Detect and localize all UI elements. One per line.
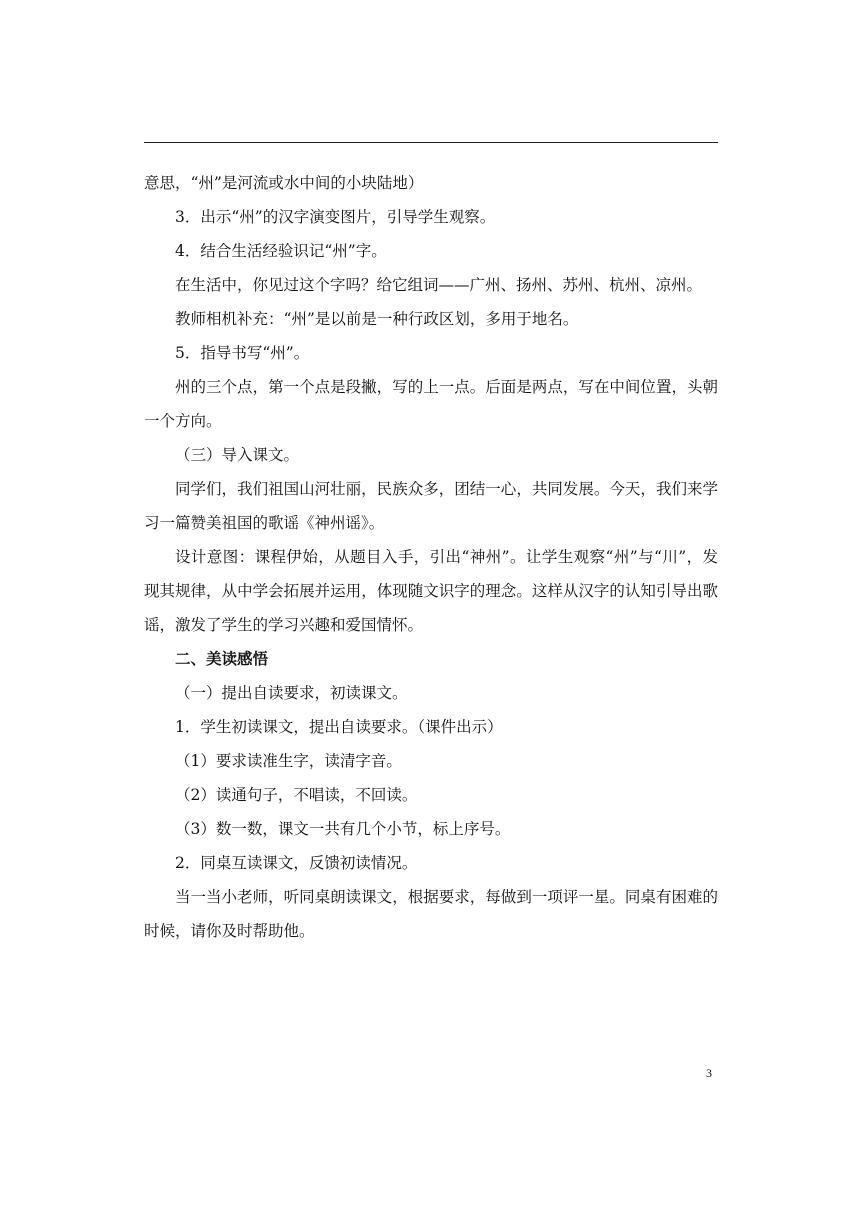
section-heading: 二、美读感悟 [175, 649, 269, 668]
paragraph: 州的三个点，第一个点是段撇，写的上一点。后面是两点，写在中间位置，头朝一个方向。 [144, 378, 718, 430]
paragraph: 4．结合生活经验识记“州”字。 [175, 242, 387, 260]
paragraph: （一）提出自读要求，初读课文。 [175, 684, 408, 702]
paragraph: 同学们，我们祖国山河壮丽，民族众多，团结一心，共同发展。今天，我们来学习一篇赞美祖国的歌谣《神州谣》。 [144, 480, 718, 532]
paragraph: 当一当小老师，听同桌朗读课文，根据要求，每做到一项评一星。同桌有困难的时候，请你及时帮助他。 [144, 888, 718, 940]
paragraph: 意思，“州”是河流或水中间的小块陆地） [144, 174, 424, 192]
paragraph: （2）读通句子，不唱读，不回读。 [175, 786, 418, 804]
paragraph: （1）要求读准生字，读清字音。 [175, 752, 402, 770]
paragraph: （3）数一数，课文一共有几个小节，标上序号。 [175, 820, 511, 838]
paragraph: 教师相机补充：“州”是以前是一种行政区划，多用于地名。 [175, 310, 579, 328]
document-body [144, 166, 718, 948]
paragraph: 2．同桌互读课文，反馈初读情况。 [175, 854, 418, 872]
page-number: 3 [706, 1066, 712, 1080]
paragraph: 设计意图：课程伊始，从题目入手，引出“神州”。让学生观察“州”与“川”，发现其规律，从中学会拓展并运用，体现随文识字的理念。这样从汉字的认知引导出歌谣，激发了学生的学习兴趣和爱国情怀。 [144, 548, 718, 634]
header-rule [144, 142, 718, 143]
paragraph: 1．学生初读课文，提出自读要求。（课件出示） [175, 718, 503, 736]
paragraph: 3．出示“州”的汉字演变图片，引导学生观察。 [175, 208, 496, 226]
paragraph: 5．指导书写“州”。 [175, 344, 310, 362]
paragraph: 在生活中，你见过这个字吗？给它组词——广州、扬州、苏州、杭州、凉州。 [175, 276, 703, 294]
paragraph: （三）导入课文。 [175, 446, 300, 464]
